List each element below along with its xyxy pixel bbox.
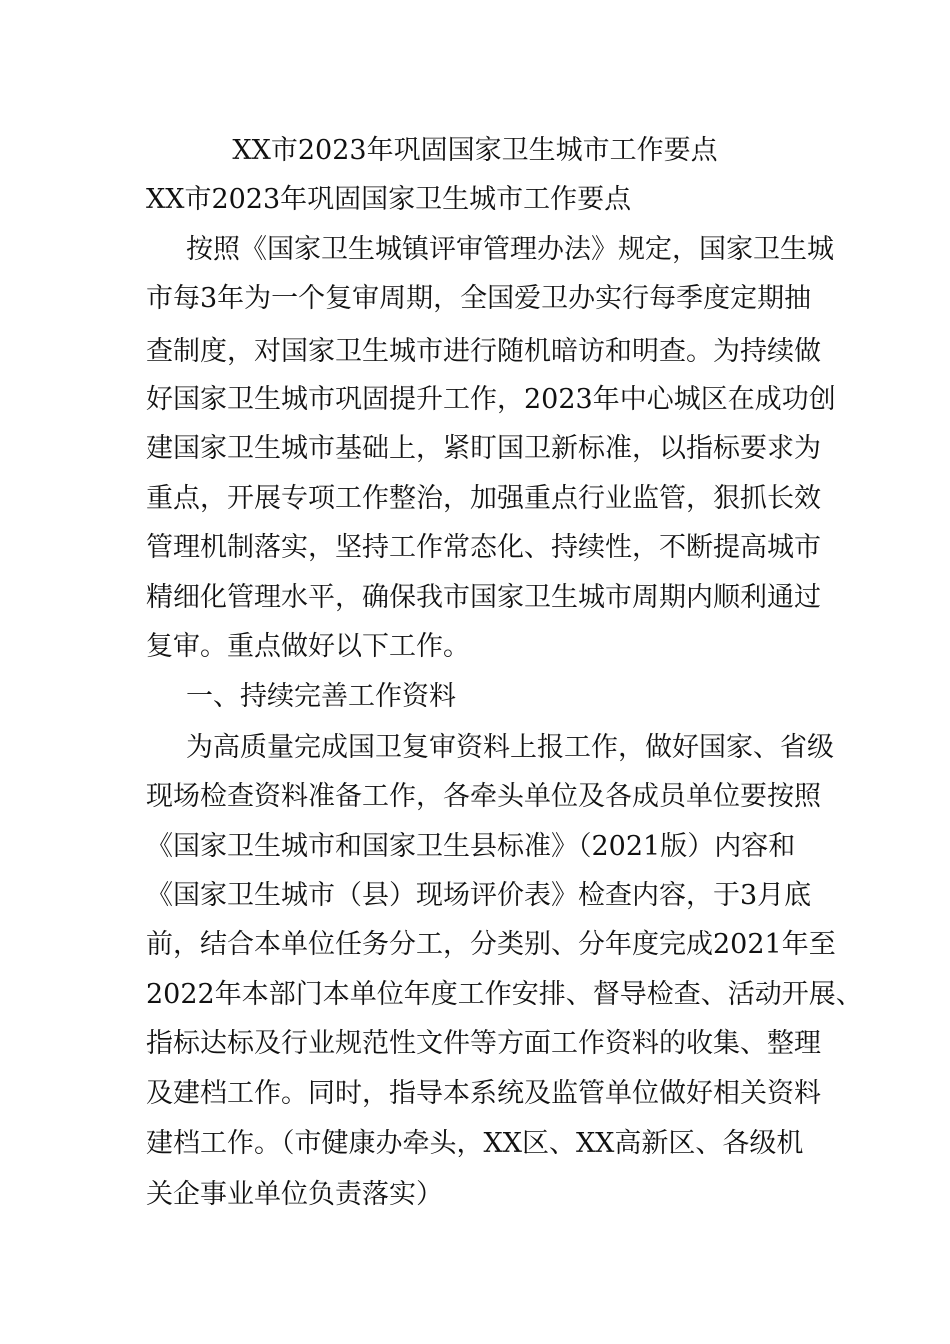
paragraph-2-line-3: 《国家卫生城市和国家卫生县标准》（2021版）内容和 (146, 831, 796, 862)
paragraph-1-line-3: 查制度，对国家卫生城市进行随机暗访和明查。为持续做 (146, 336, 821, 367)
paragraph-1-line-6: 重点，开展专项工作整治，加强重点行业监管，狠抓长效 (146, 483, 821, 514)
paragraph-2-line-9: 建档工作。（市健康办牵头，XX区、XX高新区、各级机 (146, 1128, 804, 1159)
paragraph-1-line-4: 好国家卫生城市巩固提升工作，2023年中心城区在成功创 (146, 384, 836, 415)
document-title: XX市2023年巩固国家卫生城市工作要点 (232, 135, 718, 166)
paragraph-1-line-5: 建国家卫生城市基础上，紧盯国卫新标准，以指标要求为 (146, 433, 821, 464)
paragraph-2-line-4: 《国家卫生城市（县）现场评价表》检查内容，于3月底 (146, 880, 812, 911)
paragraph-2-line-10: 关企事业单位负责落实） (146, 1179, 443, 1210)
paragraph-2-line-6: 2022年本部门本单位年度工作安排、督导检查、活动开展、 (146, 979, 863, 1010)
paragraph-2-line-1: 为高质量完成国卫复审资料上报工作，做好国家、省级 (186, 732, 834, 763)
paragraph-1-line-9: 复审。重点做好以下工作。 (146, 631, 470, 662)
section-heading: 一、持续完善工作资料 (186, 681, 456, 712)
paragraph-2-line-7: 指标达标及行业规范性文件等方面工作资料的收集、整理 (146, 1028, 821, 1059)
subtitle-line: XX市2023年巩固国家卫生城市工作要点 (146, 184, 632, 215)
paragraph-2-line-8: 及建档工作。同时，指导本系统及监管单位做好相关资料 (146, 1078, 821, 1109)
paragraph-2-line-5: 前，结合本单位任务分工，分类别、分年度完成2021年至 (146, 929, 836, 960)
paragraph-2-line-2: 现场检查资料准备工作，各牵头单位及各成员单位要按照 (146, 781, 821, 812)
paragraph-1-line-8: 精细化管理水平，确保我市国家卫生城市周期内顺利通过 (146, 582, 821, 613)
paragraph-1-line-7: 管理机制落实，坚持工作常态化、持续性，不断提高城市 (146, 532, 821, 563)
paragraph-1-line-1: 按照《国家卫生城镇评审管理办法》规定，国家卫生城 (186, 234, 834, 265)
paragraph-1-line-2: 市每3年为一个复审周期，全国爱卫办实行每季度定期抽 (146, 283, 812, 314)
